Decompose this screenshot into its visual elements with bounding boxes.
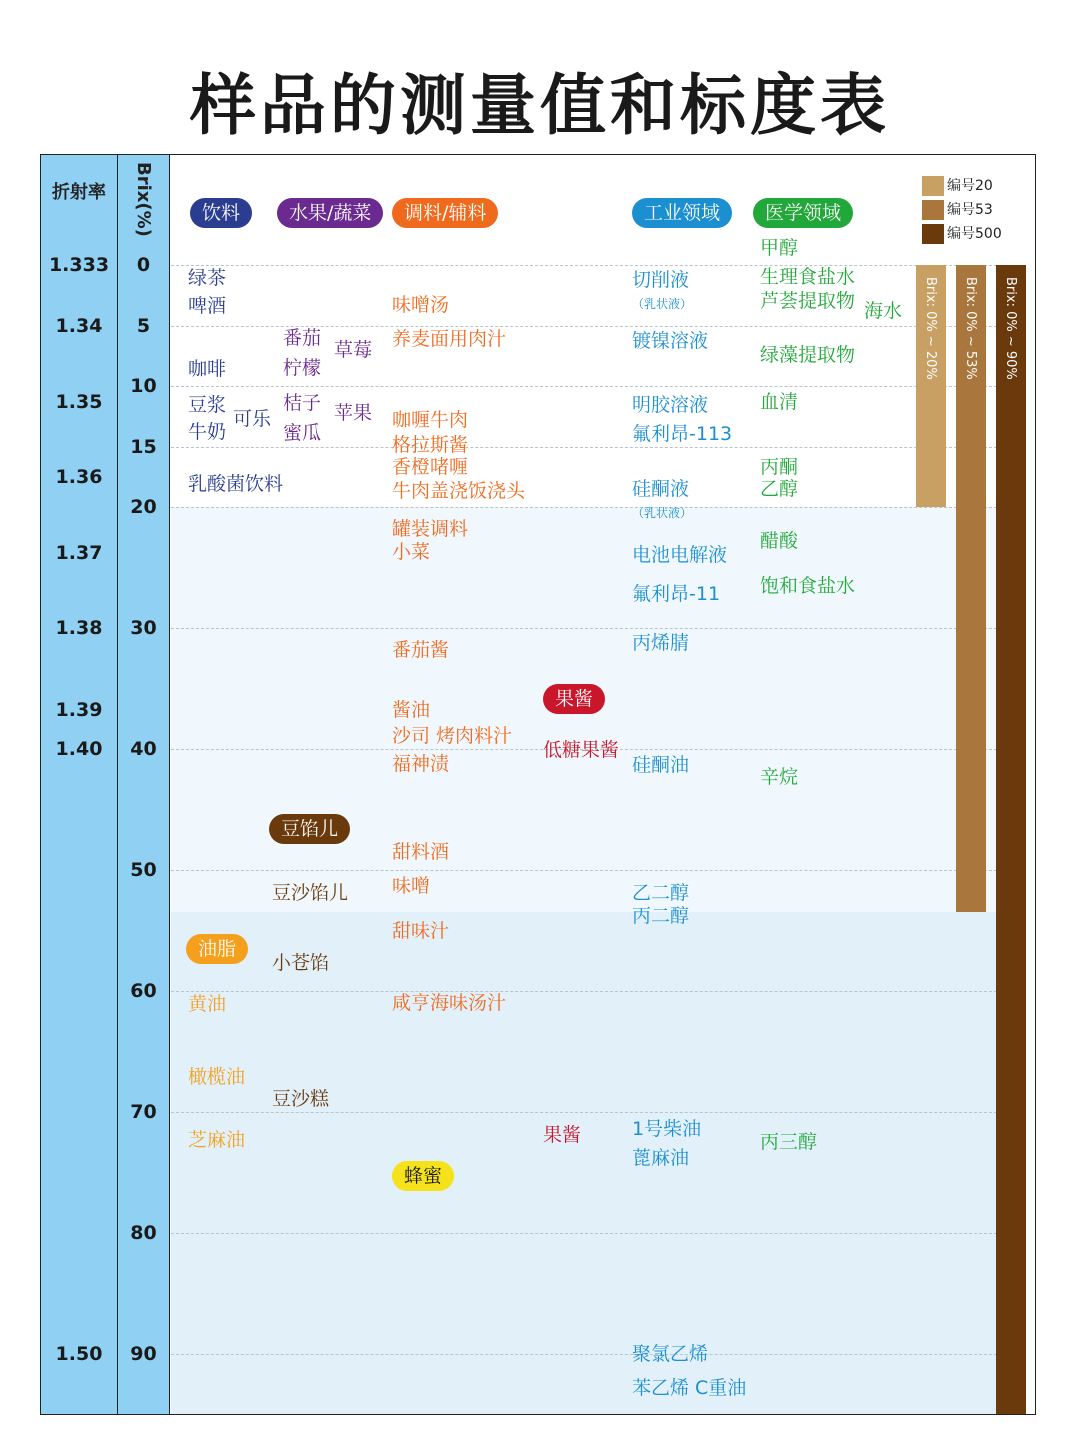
sample-name: 乳酸菌饮料	[188, 473, 284, 495]
sample-label	[283, 357, 321, 379]
sample-label	[632, 330, 708, 352]
sample-name: 果酱	[543, 1123, 582, 1146]
sample-label	[188, 993, 226, 1015]
sample-name: 血清	[760, 390, 799, 413]
sample-name: 养麦面用肉汁	[392, 327, 507, 350]
sample-name: 明胶溶液	[632, 394, 709, 417]
brix-tick-label: 15	[130, 435, 157, 458]
sample-label	[760, 530, 798, 552]
category-pill: 水果/蔬菜	[277, 198, 383, 228]
legend-label: 编号500	[947, 226, 1002, 242]
legend-label: 编号20	[947, 178, 993, 194]
sample-name: 乙二醇	[632, 881, 690, 904]
sample-name: 生理食盐水	[760, 266, 856, 289]
sample-name: 酱油	[392, 699, 431, 722]
sample-label	[760, 1131, 817, 1153]
gridline	[171, 1112, 997, 1113]
sample-label	[392, 841, 449, 863]
sample-name: 蓖麻油	[632, 1146, 690, 1169]
gridline	[171, 507, 997, 508]
brix-tick-label: 30	[130, 617, 157, 639]
sample-label	[392, 294, 449, 316]
sample-label	[392, 456, 468, 478]
ri-tick-label: 1.36	[55, 465, 103, 488]
sample-name: 小苍馅	[272, 952, 330, 975]
sample-name: 豆沙馅儿	[272, 881, 349, 904]
gridline	[171, 1354, 997, 1355]
page-title: 样品的测量值和标度表	[190, 67, 890, 144]
sample-label	[543, 1124, 581, 1146]
sample-name: 切削液	[632, 268, 690, 291]
sample-name: 福神渍	[392, 752, 450, 775]
sample-label	[283, 422, 321, 444]
sample-label	[283, 327, 321, 349]
sample-label	[632, 478, 692, 524]
sample-note: （乳状液）	[632, 505, 693, 520]
brix-tick-label: 90	[130, 1343, 157, 1365]
sample-name: 芝麻油	[188, 1128, 246, 1151]
legend-swatch	[922, 200, 944, 220]
category-pill: 饮料	[190, 198, 252, 228]
range-bar	[996, 265, 1026, 1414]
background-band	[171, 912, 997, 1414]
brix-tick-label: 0	[136, 254, 151, 276]
sample-name: 硅酮油	[632, 753, 690, 776]
ri-tick-label: 1.40	[55, 738, 103, 760]
sample-label	[760, 266, 855, 288]
sample-name: 豆沙糕	[272, 1087, 330, 1110]
brix-header	[122, 162, 166, 242]
sample-label	[632, 394, 708, 416]
sample-name: 绿茶	[188, 267, 227, 290]
category-pill: 调料/辅料	[392, 198, 498, 228]
sample-name: 沙司 烤肉料汁	[392, 724, 513, 747]
sample-name: 番茄酱	[392, 638, 450, 661]
sample-label	[632, 905, 689, 927]
gridline	[171, 870, 997, 871]
sample-label	[392, 753, 449, 775]
sample-name: 丙烯腈	[632, 631, 690, 654]
sample-label	[760, 237, 798, 259]
sample-label	[392, 434, 468, 456]
ri-tick-label: 1.333	[48, 254, 110, 276]
gridline	[171, 386, 997, 387]
sample-label	[632, 1147, 689, 1169]
sample-note: （乳状液）	[632, 296, 693, 311]
sample-name: 苯乙烯 C重油	[632, 1376, 747, 1399]
range-bar	[956, 265, 986, 912]
sample-label	[272, 952, 329, 974]
sample-name: 丙二醇	[632, 904, 690, 927]
brix-tick-label: 80	[130, 1222, 157, 1244]
brix-tick-label: 20	[130, 496, 157, 518]
sample-name: 蜜瓜	[283, 422, 322, 445]
ri-tick-label: 1.50	[55, 1343, 103, 1365]
sample-name: 饱和食盐水	[760, 574, 856, 597]
sample-label	[392, 699, 430, 721]
sample-label	[392, 480, 525, 502]
sample-name: 绿藻提取物	[760, 343, 856, 366]
gridline	[171, 991, 997, 992]
refractive-index-header: 折射率	[52, 182, 106, 203]
sample-name: 低糖果酱	[543, 739, 620, 762]
sample-name: 丙酮	[760, 456, 799, 479]
sample-name: 香橙啫喱	[392, 456, 469, 479]
sample-label	[864, 300, 902, 322]
gridline	[171, 447, 997, 448]
sample-name: 柠檬	[283, 356, 322, 379]
brix-tick-label: 40	[130, 738, 157, 760]
sample-label	[233, 408, 271, 430]
sample-name: 硅酮液	[632, 477, 690, 500]
sample-label	[632, 632, 689, 654]
sample-label	[392, 725, 512, 747]
brix-tick-label: 70	[130, 1101, 157, 1123]
gridline	[171, 1233, 997, 1234]
brix-tick-label: 10	[130, 375, 157, 397]
sample-name: 咖啡	[188, 358, 227, 381]
sample-name: 味噌	[392, 874, 431, 897]
sample-name: 聚氯乙烯	[632, 1343, 709, 1365]
sample-label	[188, 1066, 245, 1088]
sample-name: 辛烷	[760, 765, 799, 788]
sample-label	[334, 402, 372, 424]
category-pill: 工业领域	[632, 198, 732, 228]
sample-label	[760, 766, 798, 788]
sample-name: 可乐	[233, 407, 272, 430]
sample-label	[632, 423, 732, 445]
sample-label	[632, 882, 689, 904]
gridline	[171, 265, 997, 266]
sample-name: 醋酸	[760, 529, 799, 552]
legend-label: 编号53	[947, 202, 993, 218]
category-pill: 蜂蜜	[392, 1161, 454, 1191]
ri-tick-label: 1.37	[55, 541, 103, 564]
sample-label	[392, 920, 449, 942]
range-bar	[916, 265, 946, 507]
category-pill: 油脂	[186, 934, 248, 964]
range-bar-label: Brix: 0% ~ 90%	[1003, 277, 1018, 380]
sample-label	[283, 392, 321, 414]
sample-label	[632, 1118, 701, 1140]
range-bar-label: Brix: 0% ~ 20%	[923, 277, 938, 380]
brix-tick-label: 50	[130, 859, 157, 881]
sample-name: 乙醇	[760, 477, 799, 500]
sample-name: 咸亨海味汤汁	[392, 992, 507, 1015]
sample-name: 氟利昂-11	[632, 583, 721, 606]
sample-label	[188, 295, 226, 317]
sample-name: 海水	[864, 299, 903, 322]
sample-name: 桔子	[283, 391, 322, 414]
sample-name: 黄油	[188, 993, 227, 1016]
sample-label	[392, 541, 430, 563]
sample-name: 番茄	[283, 326, 322, 349]
sample-label	[392, 518, 468, 540]
ri-tick-label: 1.38	[55, 617, 103, 639]
sample-label	[188, 421, 226, 443]
sample-name: 甜味汁	[392, 919, 450, 942]
sample-label	[632, 269, 692, 315]
sample-name: 牛肉盖浇饭浇头	[392, 480, 526, 503]
category-pill: 果酱	[543, 684, 605, 714]
sample-label	[543, 739, 619, 761]
sample-label	[188, 473, 283, 495]
brix-tick-label: 5	[136, 314, 151, 337]
ri-tick-label: 1.35	[55, 390, 103, 413]
sample-name: 草莓	[334, 338, 373, 361]
gridline	[171, 628, 997, 629]
sample-label	[632, 544, 727, 566]
sample-label	[392, 409, 468, 431]
sample-label	[632, 1377, 746, 1399]
sample-label	[632, 583, 720, 605]
sample-label	[272, 882, 348, 904]
sample-label	[188, 394, 226, 416]
sample-label	[760, 456, 798, 478]
sample-label	[188, 358, 226, 380]
sample-name: 豆浆	[188, 394, 227, 417]
sample-name: 牛奶	[188, 420, 227, 443]
ri-tick-label: 1.39	[55, 699, 103, 722]
sample-label	[392, 639, 449, 661]
refractive-index-column	[40, 154, 118, 1415]
legend-swatch	[922, 224, 944, 244]
brix-tick-label: 60	[130, 980, 157, 1002]
sample-label	[760, 344, 855, 366]
sample-label	[334, 339, 372, 361]
sample-label	[392, 875, 430, 897]
sample-label	[392, 328, 506, 350]
sample-name: 甲醇	[760, 237, 799, 260]
sample-name: 咖喱牛肉	[392, 408, 469, 431]
sample-label	[760, 575, 855, 597]
sample-name: 橄榄油	[188, 1065, 246, 1088]
sample-name: 氟利昂-113	[632, 423, 733, 446]
sample-label	[272, 1088, 329, 1110]
category-pill: 豆馅儿	[269, 814, 350, 844]
sample-name: 镀镍溶液	[632, 330, 709, 353]
sample-name: 甜料酒	[392, 840, 450, 863]
sample-name: 电池电解液	[632, 544, 728, 567]
brix-header-label: Brix(%)	[133, 162, 154, 237]
sample-label	[760, 478, 798, 500]
range-bar-label: Brix: 0% ~ 53%	[963, 277, 978, 380]
sample-name: 芦荟提取物	[760, 290, 856, 313]
sample-name: 格拉斯酱	[392, 434, 469, 457]
sample-label	[632, 754, 689, 776]
ri-tick-label: 1.34	[55, 314, 103, 337]
sample-label	[760, 290, 855, 312]
sample-name: 1号柴油	[632, 1117, 702, 1140]
sample-label	[188, 1129, 245, 1151]
sample-name: 丙三醇	[760, 1131, 818, 1154]
sample-name: 罐装调料	[392, 517, 469, 540]
sample-name: 小菜	[392, 540, 431, 563]
sample-label	[392, 992, 506, 1014]
category-pill: 医学领域	[753, 198, 853, 228]
sample-name: 啤酒	[188, 295, 227, 318]
sample-label	[760, 391, 798, 413]
legend-swatch	[922, 176, 944, 196]
sample-name: 味噌汤	[392, 293, 450, 316]
sample-name: 苹果	[334, 401, 373, 424]
sample-label	[632, 1343, 708, 1365]
sample-label	[188, 267, 226, 289]
